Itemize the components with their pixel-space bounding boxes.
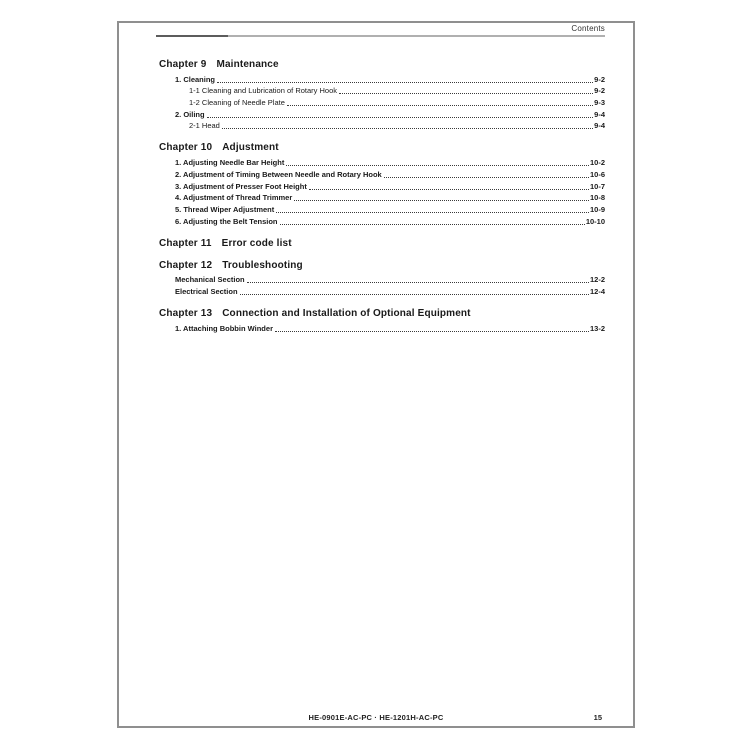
- chapter-heading: [159, 142, 605, 153]
- toc-entry-label: 1-2 Cleaning of Needle Plate: [189, 98, 285, 108]
- dot-leader: [240, 294, 589, 295]
- toc-entry-page: 9-2: [594, 86, 605, 96]
- dot-leader: [287, 105, 593, 106]
- toc-entry-page: 9-4: [594, 109, 605, 119]
- chapter-number: Chapter 9: [159, 59, 207, 70]
- toc-entry-label: 1. Cleaning: [175, 74, 216, 84]
- toc-entry[interactable]: [159, 274, 605, 286]
- chapter-title: Error code list: [221, 237, 292, 249]
- toc-entry[interactable]: [159, 203, 605, 215]
- toc-entry[interactable]: [159, 108, 605, 120]
- toc-entry-label: 2. Adjustment of Timing Between Needle and Rotary Hook: [175, 169, 382, 179]
- toc-entry[interactable]: [159, 168, 605, 180]
- toc-entry-label: 1. Attaching Bobbin Winder: [175, 323, 273, 333]
- chapter-items: [159, 156, 605, 226]
- toc-entry-page: 10-10: [585, 216, 605, 226]
- document-page: [117, 21, 635, 728]
- toc-entry[interactable]: [159, 285, 605, 297]
- toc-entry[interactable]: [159, 215, 605, 227]
- chapter-heading: [159, 238, 605, 249]
- chapter-number: Chapter 13: [159, 307, 213, 319]
- toc-entry-page: 13-2: [589, 323, 605, 333]
- toc-chapter: [159, 308, 605, 334]
- chapter-heading: [159, 260, 605, 271]
- toc-entry[interactable]: [159, 120, 605, 132]
- toc-entry-label: Mechanical Section: [175, 275, 245, 285]
- toc-entry-page: 10-6: [589, 169, 605, 179]
- dot-leader: [280, 224, 585, 225]
- toc-entry-page: 9-4: [594, 121, 605, 131]
- page-header: [119, 25, 605, 33]
- dot-leader: [275, 331, 589, 332]
- toc-entry-label: 2-1 Head: [189, 121, 220, 131]
- toc-entry-page: 9-3: [594, 98, 605, 108]
- toc-entry-page: 10-8: [589, 193, 605, 203]
- dot-leader: [222, 128, 593, 129]
- toc-entry-page: 12-4: [589, 286, 605, 296]
- toc-entry-page: 9-2: [594, 74, 605, 84]
- chapter-items: [159, 322, 605, 334]
- toc-entry[interactable]: [159, 156, 605, 168]
- toc-entry-label: 5. Thread Wiper Adjustment: [175, 204, 275, 214]
- toc-entry-label: 3. Adjustment of Presser Foot Height: [175, 181, 307, 191]
- table-of-contents: [159, 59, 605, 334]
- dot-leader: [286, 165, 589, 166]
- toc-entry-page: 12-2: [589, 275, 605, 285]
- toc-entry-page: 10-7: [589, 181, 605, 191]
- chapter-items: [159, 274, 605, 297]
- dot-leader: [339, 93, 593, 94]
- dot-leader: [207, 117, 594, 118]
- chapter-heading: [159, 308, 605, 319]
- toc-entry[interactable]: [159, 180, 605, 192]
- toc-entry-page: 10-2: [589, 158, 605, 168]
- toc-chapter: [159, 59, 605, 131]
- toc-chapter: [159, 142, 605, 226]
- toc-entry[interactable]: [159, 322, 605, 334]
- chapter-items: [159, 73, 605, 131]
- header-contents-label: Contents: [571, 24, 605, 33]
- toc-entry-page: 10-9: [589, 204, 605, 214]
- toc-entry-label: Electrical Section: [175, 286, 238, 296]
- toc-entry[interactable]: [159, 73, 605, 85]
- header-rule: [156, 35, 605, 37]
- toc-entry[interactable]: [159, 96, 605, 108]
- chapter-number: Chapter 12: [159, 259, 213, 271]
- toc-entry-label: 6. Adjusting the Belt Tension: [175, 216, 278, 226]
- toc-entry-label: 2. Oiling: [175, 109, 205, 119]
- dot-leader: [384, 177, 589, 178]
- footer-model-text: HE-0901E-AC-PC · HE-1201H-AC-PC: [308, 713, 444, 722]
- header-rule-dark-segment: [156, 35, 228, 37]
- dot-leader: [247, 282, 589, 283]
- toc-entry-label: 1. Adjusting Needle Bar Height: [175, 158, 285, 168]
- toc-chapter: [159, 238, 605, 249]
- chapter-number: Chapter 11: [159, 237, 212, 249]
- chapter-number: Chapter 10: [159, 142, 213, 154]
- chapter-heading: [159, 59, 605, 70]
- dot-leader: [309, 189, 589, 190]
- toc-entry[interactable]: [159, 192, 605, 204]
- chapter-title: Maintenance: [216, 59, 279, 70]
- toc-chapter: [159, 260, 605, 297]
- footer-page-number: 15: [593, 713, 602, 722]
- chapter-title: Troubleshooting: [222, 259, 303, 271]
- dot-leader: [217, 82, 593, 83]
- dot-leader: [294, 200, 589, 201]
- toc-entry[interactable]: [159, 85, 605, 97]
- toc-entry-label: 4. Adjustment of Thread Trimmer: [175, 193, 293, 203]
- chapter-title: Adjustment: [222, 142, 279, 154]
- toc-entry-label: 1-1 Cleaning and Lubrication of Rotary Hook: [189, 86, 338, 96]
- dot-leader: [276, 212, 589, 213]
- chapter-title: Connection and Installation of Optional Equipment: [222, 307, 471, 319]
